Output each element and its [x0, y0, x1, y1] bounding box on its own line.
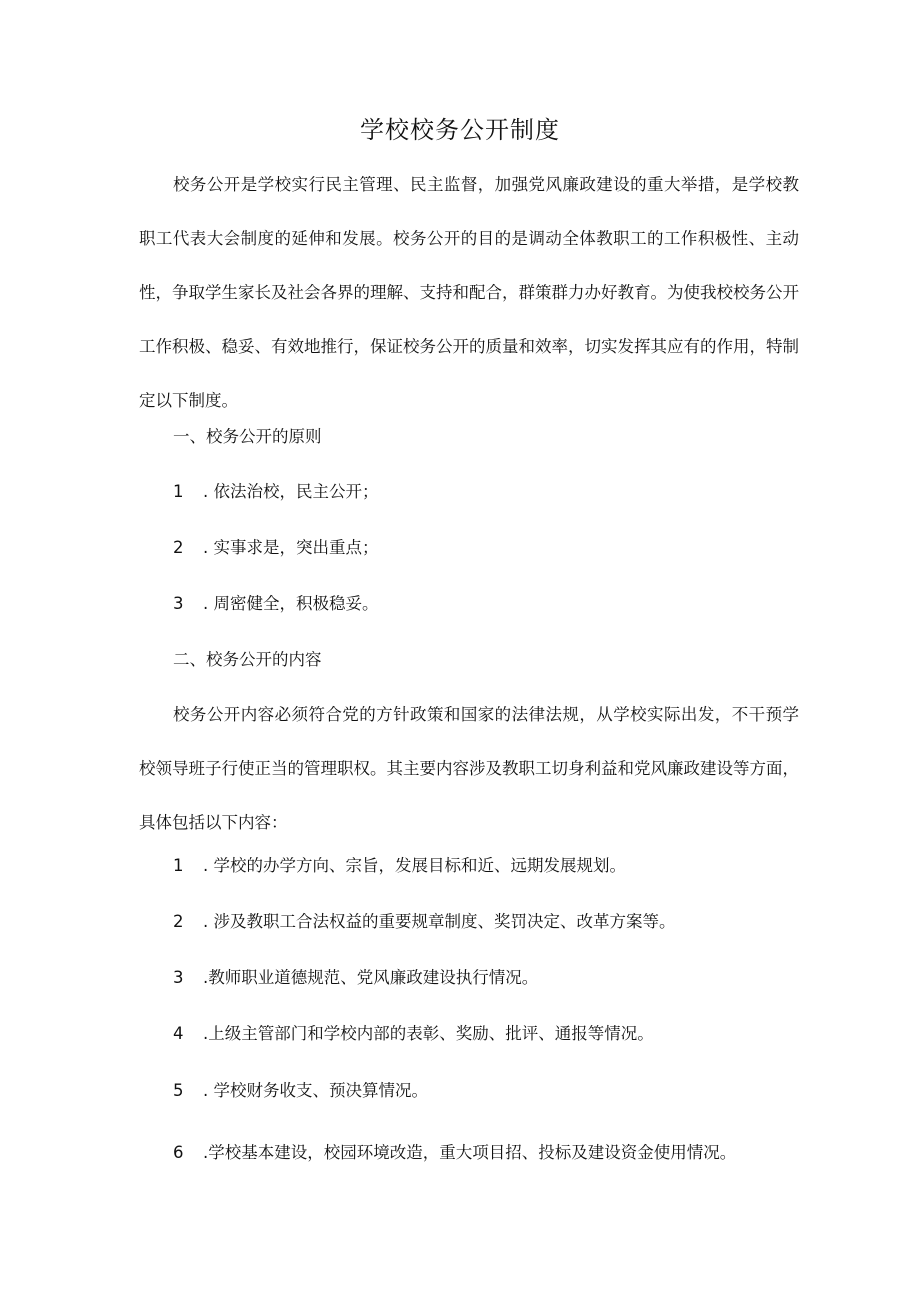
item-number: 2 [173, 538, 184, 557]
section2-item [173, 1019, 813, 1049]
section2-heading: 二、校务公开的内容 [173, 650, 322, 669]
section2-intro-paragraph: 校务公开内容必须符合党的方针政策和国家的法律法规，从学校实际出发，不干预学校领导班子行使正当的管理职权。其主要内容涉及教职工切身利益和党风廉政建设等方面，具体包括以下内容： [139, 705, 799, 832]
intro-paragraph: 校务公开是学校实行民主管理、民主监督，加强党风廉政建设的重大举措，是学校教职工代表大会制度的延伸和发展。校务公开的目的是调动全体教职工的工作积极性、主动性，争取学生家长及社会各界的理解、支持和配合，群策群力办好教育。为使我校校务公开工作积极、稳妥、有效地推行，保证校务公开的质量和效率，切实发挥其应有的作用，特制定以下制度。 [139, 175, 799, 410]
item-number: 2 [173, 912, 184, 931]
item-text: . 学校的办学方向、宗旨，发展目标和近、远期发展规划。 [203, 856, 626, 875]
item-text: .学校基本建设，校园环境改造，重大项目招、投标及建设资金使用情况。 [203, 1143, 737, 1162]
item-text: .上级主管部门和学校内部的表彰、奖励、批评、通报等情况。 [203, 1024, 654, 1043]
item-number: 1 [173, 482, 184, 501]
item-text: .教师职业道德规范、党风廉政建设执行情况。 [203, 968, 539, 987]
item-text: . 周密健全，积极稳妥。 [203, 594, 379, 613]
item-number: 1 [173, 856, 184, 875]
item-text: . 学校财务收支、预决算情况。 [203, 1081, 428, 1100]
section1-item [173, 477, 813, 507]
item-number: 3 [173, 594, 184, 613]
item-text: . 涉及教职工合法权益的重要规章制度、奖罚决定、改革方案等。 [203, 912, 676, 931]
section1-item [173, 589, 813, 619]
section2-item [173, 1138, 813, 1168]
item-number: 4 [173, 1024, 184, 1043]
section2-item [173, 963, 813, 993]
document-title: 学校校务公开制度 [360, 116, 560, 144]
section2-item [173, 907, 813, 937]
item-text: . 依法治校，民主公开； [203, 482, 379, 501]
section2-item [173, 1076, 813, 1106]
item-number: 5 [173, 1081, 184, 1100]
section1-heading: 一、校务公开的原则 [173, 427, 322, 446]
section2-item [173, 851, 813, 881]
item-text: . 实事求是，突出重点； [203, 538, 379, 557]
item-number: 3 [173, 968, 184, 987]
item-number: 6 [173, 1143, 184, 1162]
section1-item [173, 533, 813, 563]
